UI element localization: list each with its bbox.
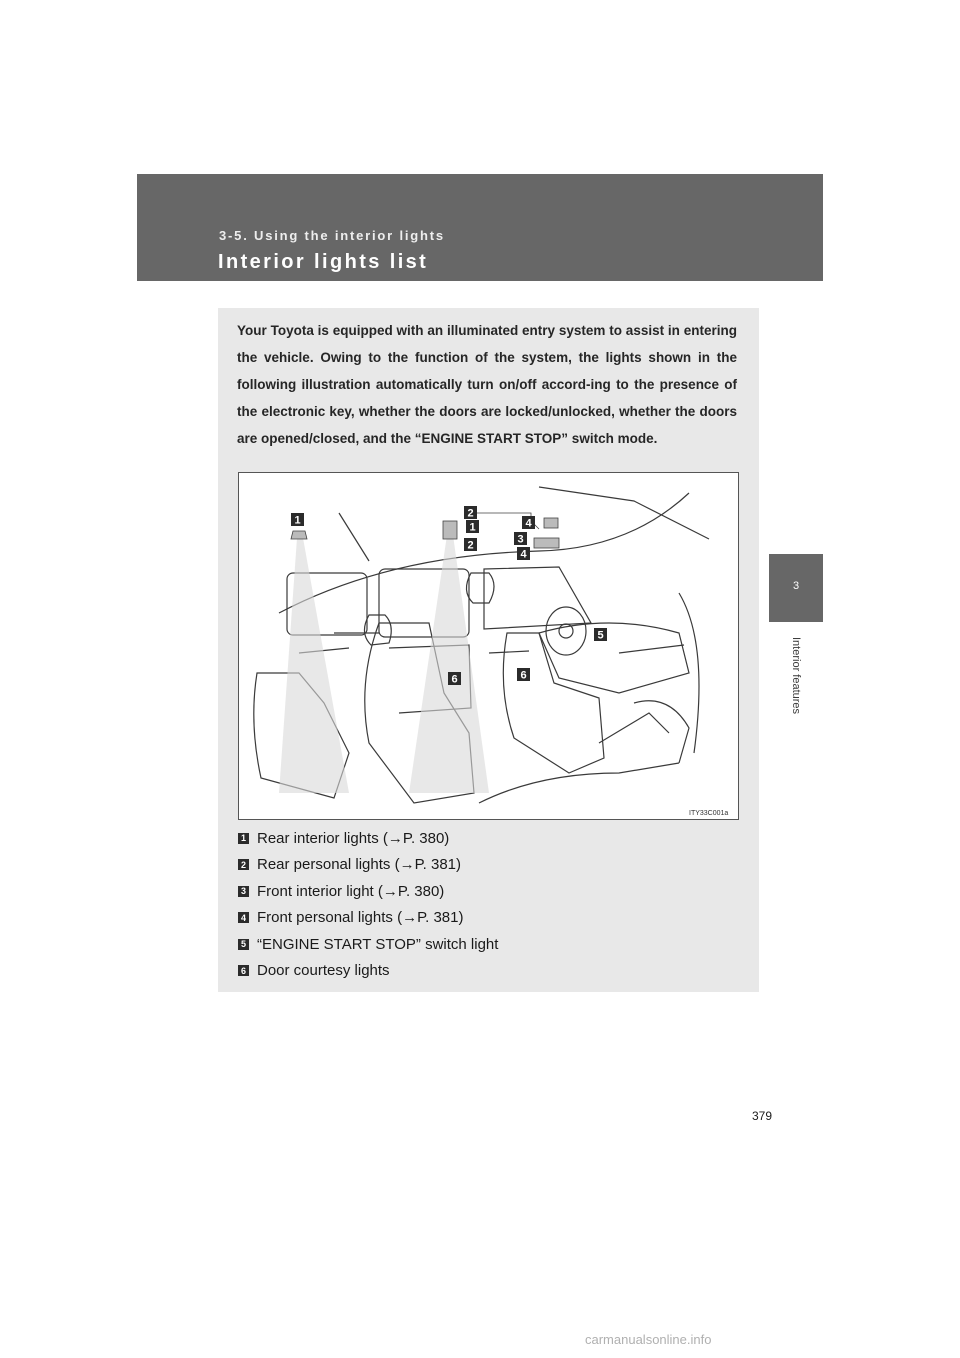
section-label: 3-5. Using the interior lights [219, 228, 445, 243]
callout-3: 3 [517, 533, 524, 546]
number-1-icon: 1 [238, 833, 249, 844]
legend-text: Door courtesy lights [257, 962, 390, 980]
chapter-tab[interactable] [769, 554, 823, 622]
legend-item [238, 931, 738, 958]
legend-item [238, 878, 738, 905]
callout-6: 6 [520, 669, 527, 682]
page-title: Interior lights list [218, 251, 429, 273]
figure-code: ITY33C001a [689, 810, 729, 817]
number-5-icon: 5 [238, 939, 249, 950]
number-4-icon: 4 [238, 912, 249, 923]
number-6-icon: 6 [238, 965, 249, 976]
callout-6: 6 [451, 673, 458, 686]
chapter-number: 3 [792, 580, 800, 592]
legend-text[interactable]: Rear interior lights (→P. 380) [257, 829, 450, 847]
legend-text: “ENGINE START STOP” switch light [257, 935, 499, 953]
page-number: 379 [751, 1109, 772, 1123]
callout-1: 1 [469, 521, 476, 534]
callout-2: 2 [467, 539, 474, 552]
callout-4: 4 [520, 548, 527, 561]
callout-5: 5 [597, 629, 604, 642]
vehicle-interior-illustration [238, 472, 739, 820]
number-2-icon: 2 [238, 859, 249, 870]
illustration-svg [239, 473, 740, 821]
chapter-title: Interior features [790, 637, 802, 715]
intro-paragraph: Your Toyota is equipped with an illuminated entry system to assist in entering the vehicle. Owing to the function of the system, the lights shown in the following illustration automatically turn on/off accord-ing to the presence of the electronic key, whether the doors are locked/unlocked, whether the doors are opened/closed, and the “ENGINE START STOP” switch mode. [237, 323, 737, 446]
callout-2: 2 [467, 507, 474, 520]
legend-item [238, 852, 738, 879]
legend-text[interactable]: Front personal lights (→P. 381) [257, 909, 464, 927]
legend-text[interactable]: Rear personal lights (→P. 381) [257, 856, 461, 874]
legend-list [238, 825, 738, 984]
legend-item [238, 958, 738, 985]
number-3-icon: 3 [238, 886, 249, 897]
legend-text[interactable]: Front interior light (→P. 380) [257, 882, 445, 900]
callout-4: 4 [525, 517, 532, 530]
legend-item [238, 825, 738, 852]
callout-1: 1 [294, 514, 301, 527]
watermark: carmanualsonline.info [585, 1332, 712, 1347]
legend-item [238, 905, 738, 932]
